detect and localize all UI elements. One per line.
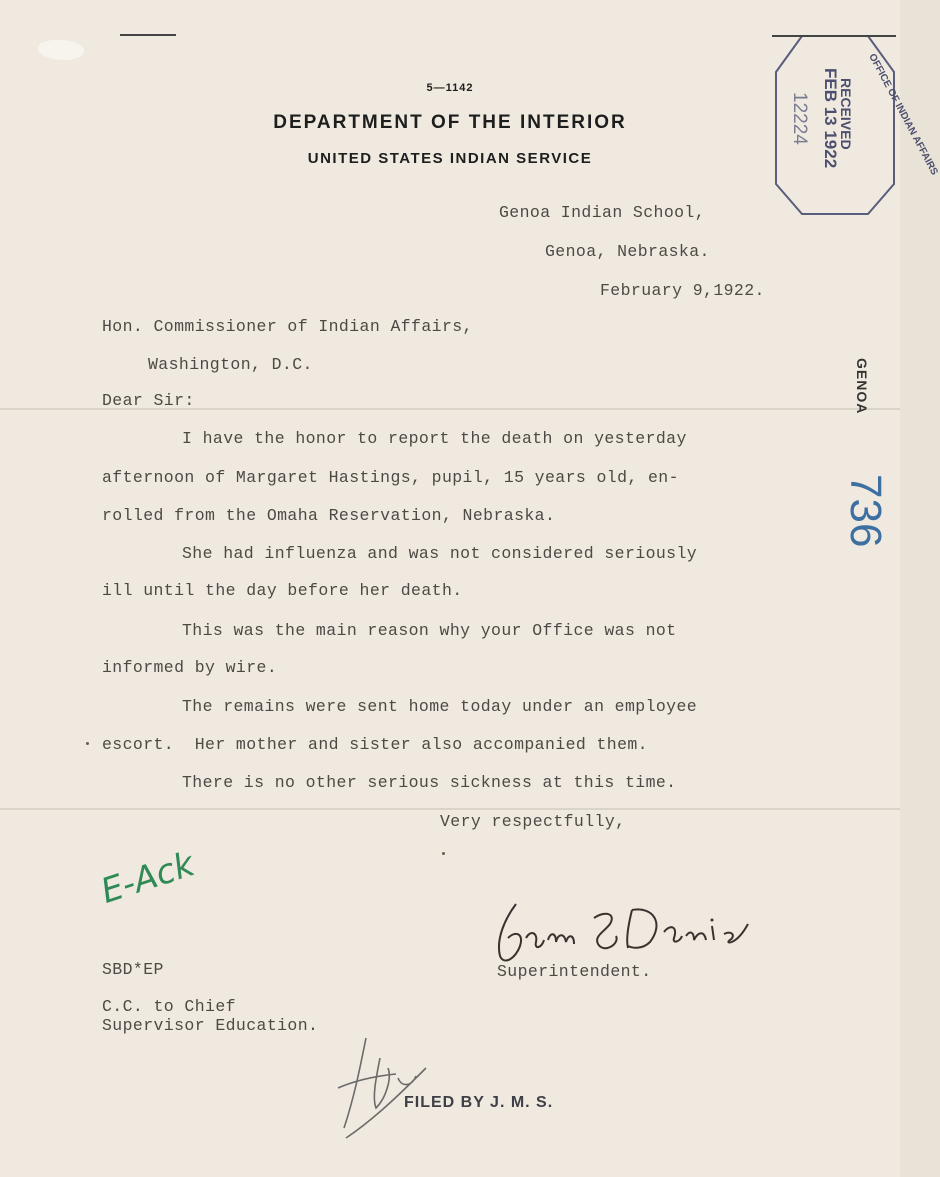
pencil-file-mark bbox=[336, 1028, 436, 1148]
recipient-line-2: Washington, D.C. bbox=[148, 355, 313, 374]
body-line: afternoon of Margaret Hastings, pupil, 15 years old, en- bbox=[102, 468, 679, 487]
fold-line bbox=[0, 808, 900, 810]
sender-line-1: Genoa Indian School, bbox=[499, 203, 706, 222]
body-line: The remains were sent home today under an employee bbox=[182, 697, 698, 716]
green-annotation: E-Ack bbox=[96, 844, 200, 912]
department-heading: DEPARTMENT OF THE INTERIOR bbox=[273, 112, 627, 133]
body-line: She had influenza and was not considered seriously bbox=[182, 544, 698, 563]
handwritten-file-number: 736 bbox=[841, 474, 890, 548]
ink-speck bbox=[86, 742, 89, 745]
body-line: ill until the day before her death. bbox=[102, 581, 463, 600]
ink-speck bbox=[442, 852, 445, 855]
body-line: I have the honor to report the death on yesterday bbox=[182, 429, 687, 448]
filed-by-stamp: FILED BY J. M. S. bbox=[404, 1094, 554, 1111]
service-heading: UNITED STATES INDIAN SERVICE bbox=[307, 150, 593, 167]
body-line: rolled from the Omaha Reservation, Nebraska. bbox=[102, 506, 556, 525]
closing: Very respectfully, bbox=[440, 812, 626, 831]
received-stamp bbox=[772, 32, 940, 216]
typist-initials: SBD*EP bbox=[102, 960, 164, 979]
stamp-date: FEB 13 1922 bbox=[821, 68, 840, 169]
signature-title: Superintendent. bbox=[497, 962, 652, 981]
stamp-number: 12224 bbox=[789, 92, 810, 145]
ruled-mark bbox=[120, 34, 176, 36]
handwritten-signature bbox=[486, 896, 756, 970]
cc-line-1: C.C. to Chief bbox=[102, 997, 236, 1016]
body-line: escort. Her mother and sister also accompanied them. bbox=[102, 735, 648, 754]
stamp-received-label: RECEIVED bbox=[838, 78, 854, 150]
salutation: Dear Sir: bbox=[102, 391, 195, 410]
body-line: informed by wire. bbox=[102, 658, 278, 677]
letter-date: February 9,1922. bbox=[600, 281, 765, 300]
body-line: This was the main reason why your Office was not bbox=[182, 621, 677, 640]
form-number: 5—1142 bbox=[426, 82, 474, 94]
stamp-arc-text: OFFICE OF INDIAN AFFAIRS bbox=[866, 52, 940, 178]
body-line: There is no other serious sickness at this time. bbox=[182, 773, 677, 792]
genoa-tab-label: GENOA bbox=[854, 358, 870, 415]
recipient-line-1: Hon. Commissioner of Indian Affairs, bbox=[102, 317, 473, 336]
cc-line-2: Supervisor Education. bbox=[102, 1016, 319, 1035]
sender-line-2: Genoa, Nebraska. bbox=[545, 242, 710, 261]
paper-tear bbox=[38, 40, 84, 60]
